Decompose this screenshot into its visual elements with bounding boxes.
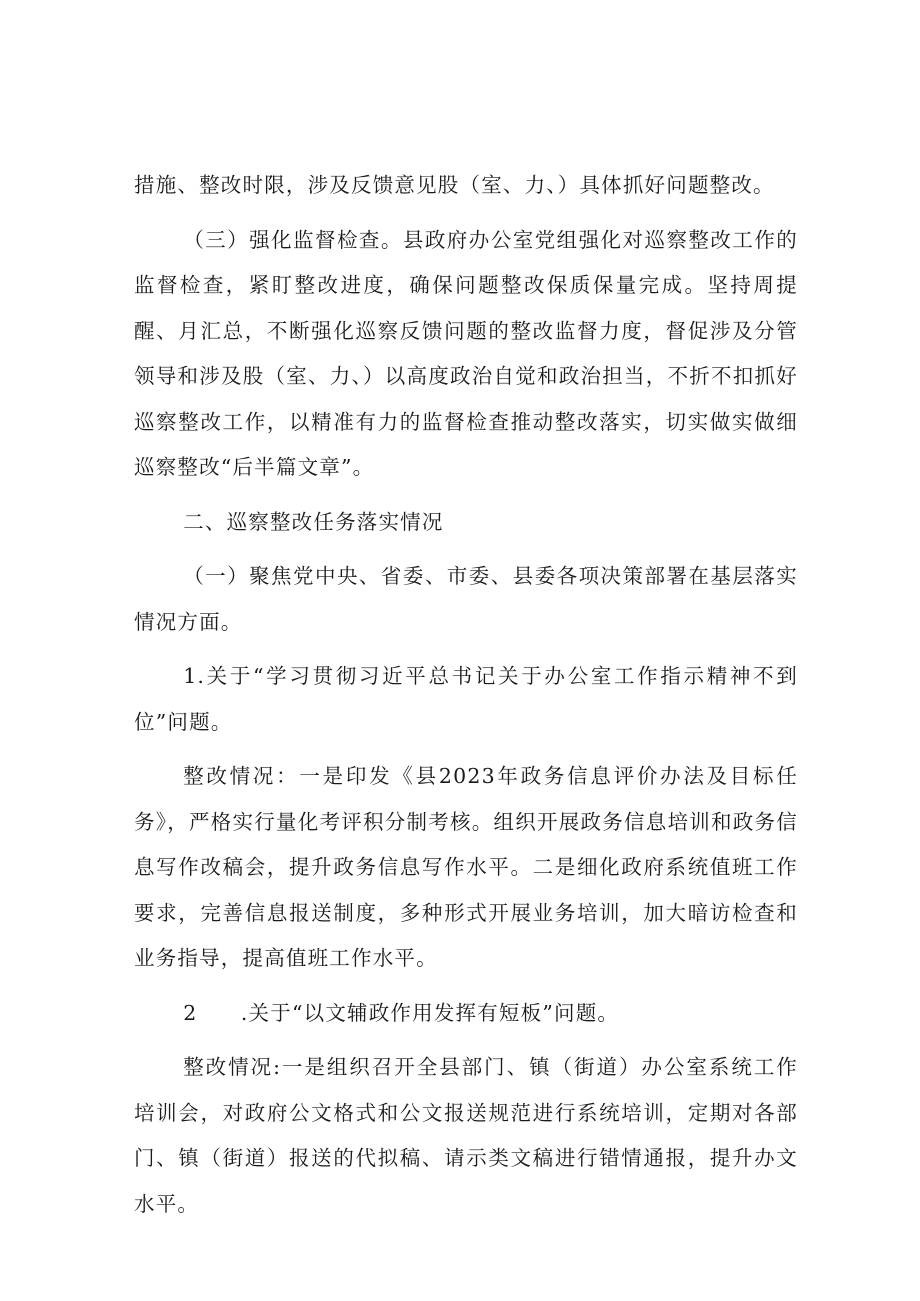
rectification-status-2: 整改情况:一是组织召开全县部门、镇（街道）办公室系统工作培训会，对政府公文格式和公文报送规范进行系统培训，定期对各部门、镇（街道）报送的代拟稿、请示类文稿进行错情通报，提升办文水平。 <box>134 1055 798 1216</box>
subsection-heading-decisions: （一）聚焦党中央、省委、市委、县委各项决策部署在基层落实情况方面。 <box>134 564 798 634</box>
paragraph-supervision-inspection: （三）强化监督检查。县政府办公室党组强化对巡察整改工作的监督检查，紧盯整改进度，确保问题整改保质保量完成。坚持周提醒、月汇总，不断强化巡察反馈问题的整改监督力度，督促涉及分管领导和涉及股（室、力、）以高度政治自觉和政治担当，不折不扣抓好巡察整改工作，以精准有力的监督检查推动整改落实，切实做实做细巡察整改“后半篇文章”。 <box>134 227 798 479</box>
document-body <box>134 163 798 1227</box>
issue-heading-2: 2 .关于“以文辅政作用发挥有短板”问题。 <box>183 1000 620 1025</box>
issue-heading-1: 1.关于“学习贯彻习近平总书记关于办公室工作指示精神不到位”问题。 <box>134 664 798 734</box>
section-heading-task-implementation: 二、巡察整改任务落实情况 <box>183 509 444 534</box>
paragraph-measures-continued: 措施、整改时限，涉及反馈意见股（室、力、）具体抓好问题整改。 <box>134 173 775 197</box>
rectification-status-1: 整改情况：一是印发《县2023年政务信息评价办法及目标任务》，严格实行量化考评积分制考核。组织开展政务信息培训和政务信息写作改稿会，提升政务信息写作水平。二是细化政府系统值班工作要求，完善信息报送制度，多种形式开展业务培训，加大暗访检查和业务指导，提高值班工作水平。 <box>134 764 798 970</box>
